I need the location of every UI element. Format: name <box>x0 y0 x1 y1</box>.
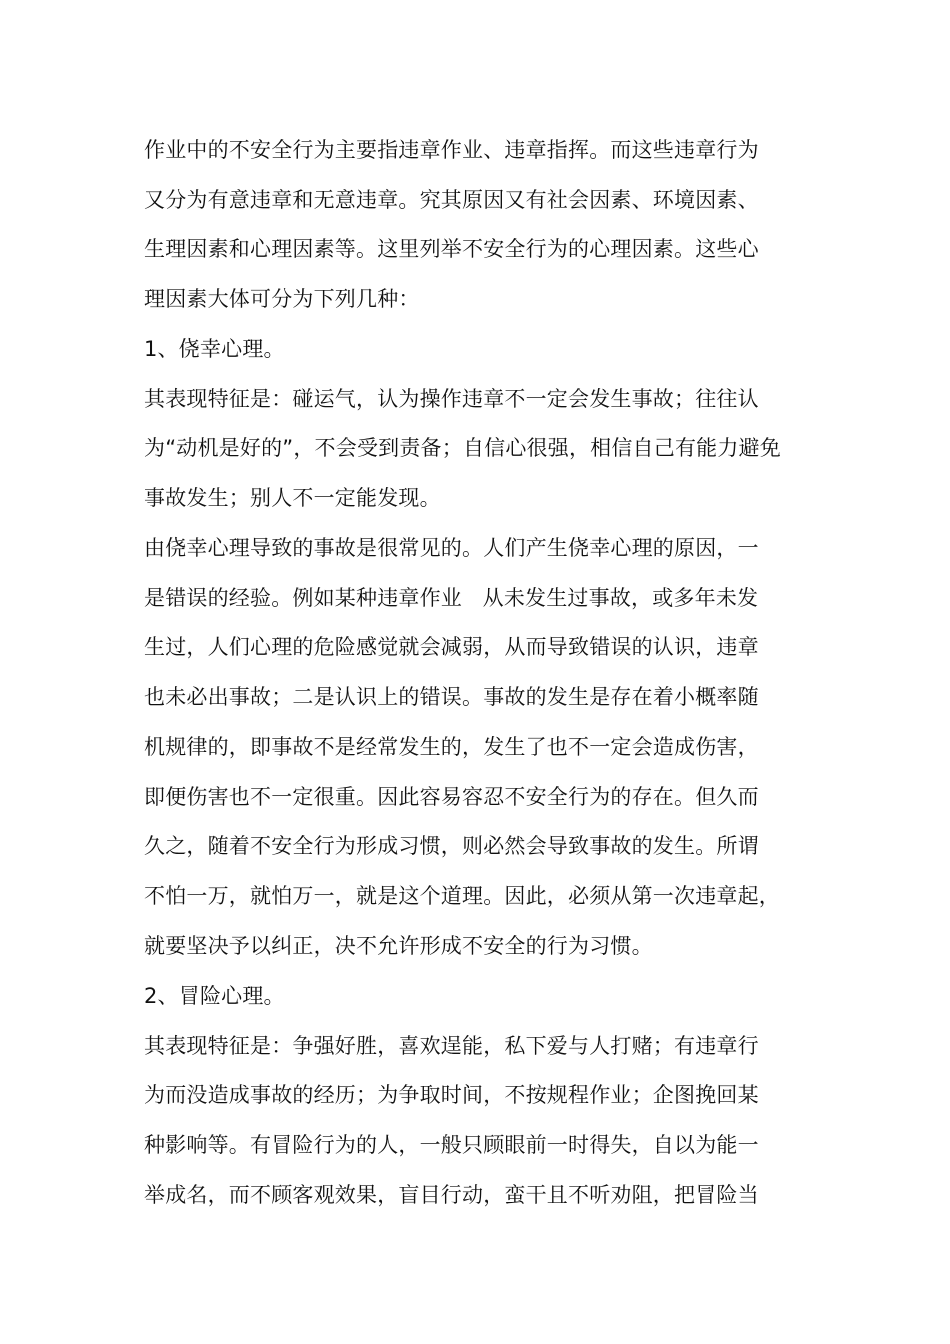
section-heading: 2、冒险心理。 <box>144 984 285 1008</box>
text-line: 生理因素和心理因素等。这里列举不安全行为的心理因素。这些心 <box>144 237 759 261</box>
text-line: 不怕一万，就怕万一，就是这个道理。因此，必须从第一次违章起， <box>144 884 780 908</box>
text-line: 理因素大体可分为下列几种： <box>144 287 420 311</box>
text-line: 生过，人们心理的危险感觉就会减弱，从而导致错误的认识，违章 <box>144 635 759 659</box>
text-line: 久之，随着不安全行为形成习惯，则必然会导致事故的发生。所谓 <box>144 834 759 858</box>
text-line: 机规律的，即事故不是经常发生的，发生了也不一定会造成伤害， <box>144 735 759 759</box>
text-line: 为而没造成事故的经历；为争取时间，不按规程作业；企图挽回某 <box>144 1083 759 1107</box>
text-line: 就要坚决予以纠正，决不允许形成不安全的行为习惯。 <box>144 934 653 958</box>
text-line: 事故发生；别人不一定能发现。 <box>144 486 441 510</box>
text-line: 也未必出事故；二是认识上的错误。事故的发生是存在着小概率随 <box>144 685 759 709</box>
text-line: 其表现特征是：争强好胜，喜欢逞能，私下爱与人打赌；有违章行 <box>144 1034 759 1058</box>
text-line: 种影响等。有冒险行为的人，一般只顾眼前一时得失，自以为能一 <box>144 1133 759 1157</box>
text-line: 举成名，而不顾客观效果，盲目行动，蛮干且不听劝阻，把冒险当 <box>144 1183 759 1207</box>
text-line: 即便伤害也不一定很重。因此容易容忍不安全行为的存在。但久而 <box>144 785 759 809</box>
section-heading: 1、侥幸心理。 <box>144 337 285 361</box>
text-line: 其表现特征是：碰运气，认为操作违章不一定会发生事故；往往认 <box>144 387 759 411</box>
text-line: 由侥幸心理导致的事故是很常见的。人们产生侥幸心理的原因，一 <box>144 536 759 560</box>
text-line: 为“动机是好的”，不会受到责备；自信心很强，相信自己有能力避免 <box>144 436 781 460</box>
text-line: 是错误的经验。例如某种违章作业 从未发生过事故，或多年未发 <box>144 586 759 610</box>
text-line: 又分为有意违章和无意违章。究其原因又有社会因素、环境因素、 <box>144 188 759 212</box>
text-line: 作业中的不安全行为主要指违章作业、违章指挥。而这些违章行为 <box>144 138 759 162</box>
